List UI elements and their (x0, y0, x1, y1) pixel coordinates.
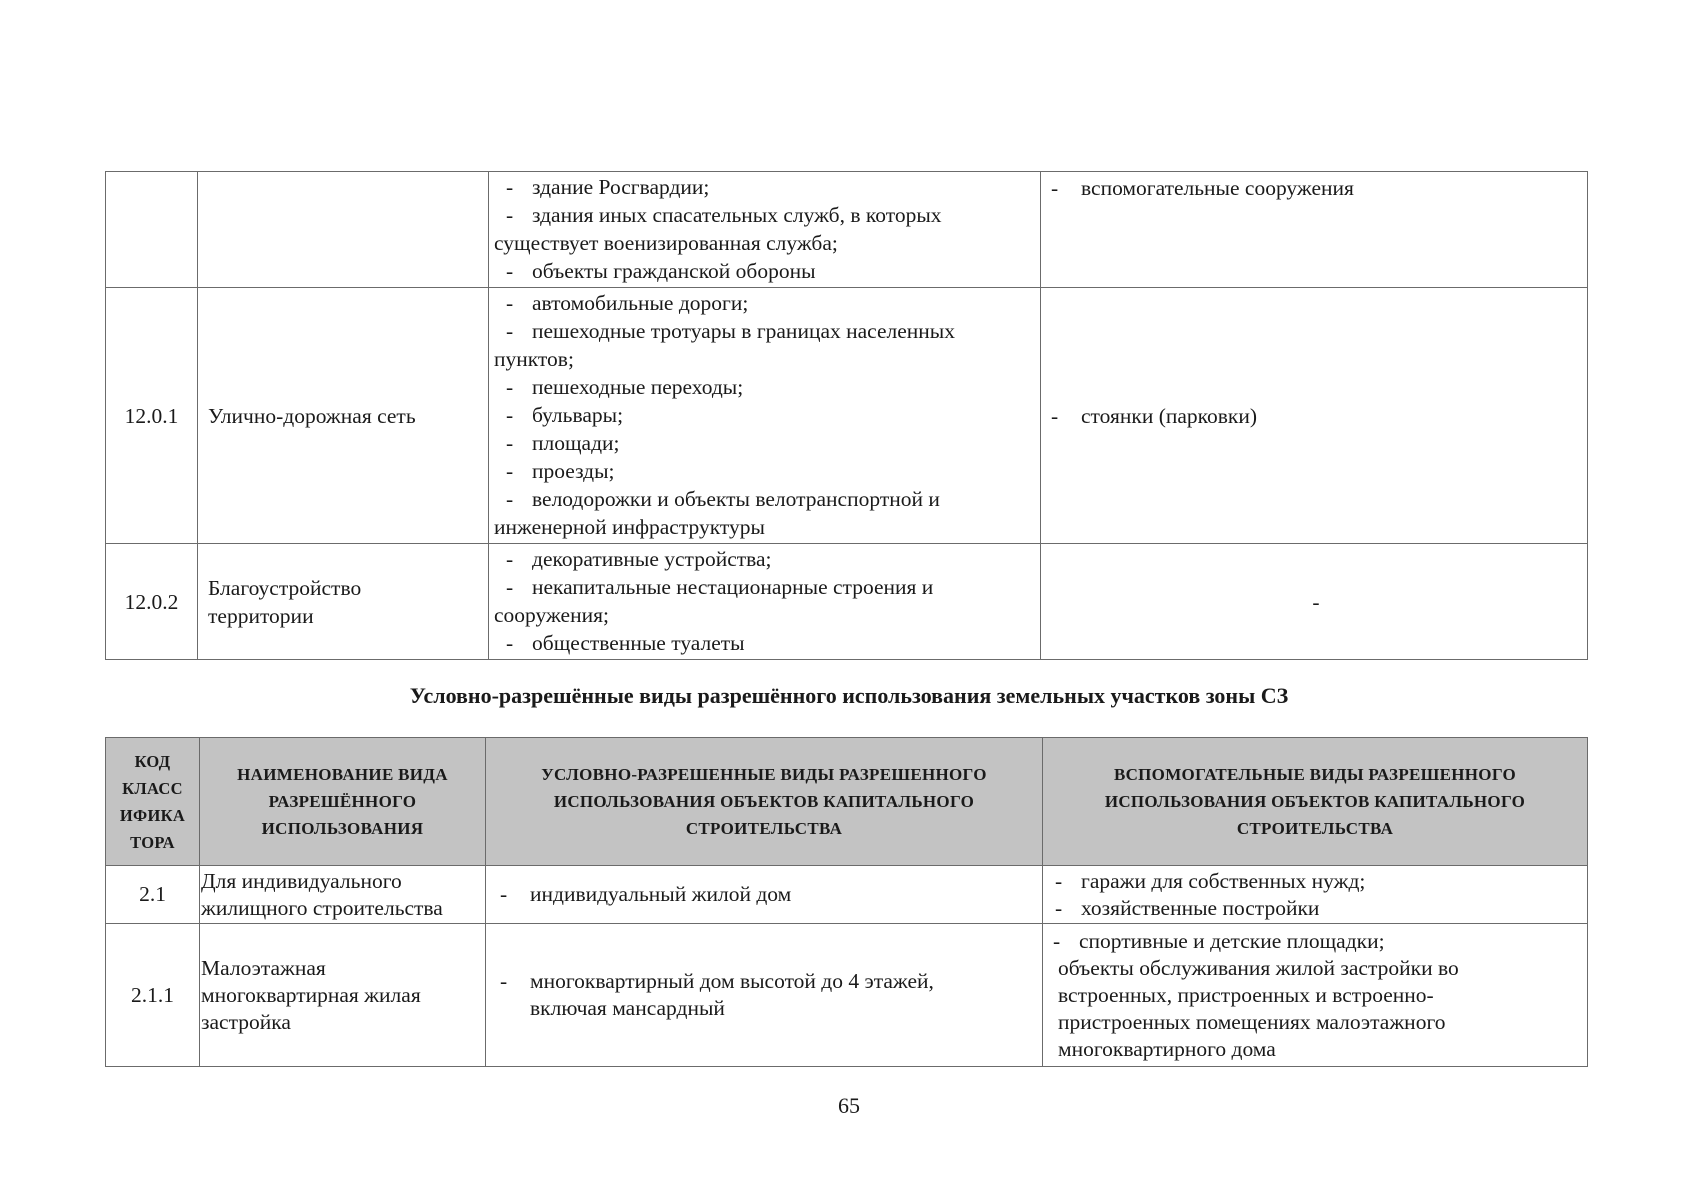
section-title: Условно-разрешённые виды разрешённого использования земельных участков зоны СЗ (409, 683, 1289, 708)
code-cell: 12.0.2 (106, 544, 198, 660)
list-item: - велодорожки и объекты велотранспортной и (506, 487, 940, 511)
list-item: - здание Росгвардии; (506, 175, 710, 199)
header-auxiliary-uses: ВСПОМОГАТЕЛЬНЫЕ ВИДЫ РАЗРЕШЕННОГО ИСПОЛЬЗОВАНИЯ ОБЪЕКТОВ КАПИТАЛЬНОГО СТРОИТЕЛЬСТВА (1043, 738, 1588, 866)
aux-uses-cell (1043, 866, 1588, 924)
code-cell: 2.1.1 (106, 924, 200, 1067)
header-conditional-uses: УСЛОВНО-РАЗРЕШЕННЫЕ ВИДЫ РАЗРЕШЕННОГО ИСПОЛЬЗОВАНИЯ ОБЪЕКТОВ КАПИТАЛЬНОГО СТРОИТЕЛЬСТВА (486, 738, 1043, 866)
list-item: - площади; (506, 431, 620, 455)
name-cell (198, 172, 489, 288)
list-item: - проезды; (506, 459, 615, 483)
list-item: - пешеходные тротуары в границах населенных (506, 319, 955, 343)
name-cell: Малоэтажная многоквартирная жилая застройка (200, 924, 486, 1067)
list-item: - автомобильные дороги; (506, 291, 749, 315)
uses-list-cell (489, 544, 1041, 660)
conditional-uses-cell: - многоквартирный дом высотой до 4 этажей, включая мансардный (486, 924, 1043, 1067)
name-cell: Для индивидуального жилищного строительства (200, 866, 486, 924)
aux-uses-cell: - стоянки (парковки) (1041, 288, 1588, 544)
code-cell (106, 172, 198, 288)
list-item: - объекты гражданской обороны (506, 259, 816, 283)
list-item: - спортивные и детские площадки; (1053, 928, 1385, 953)
list-item: - пешеходные переходы; (506, 375, 744, 399)
list-item-continuation: сооружения; (494, 603, 609, 627)
list-item-continuation: пунктов; (494, 347, 574, 371)
list-item: - здания иных спасательных служб, в которых (506, 203, 942, 227)
list-item: - некапитальные нестационарные строения и (506, 575, 934, 599)
list-item: - хозяйственные постройки (1055, 895, 1320, 920)
table-row (106, 866, 1588, 924)
conditional-uses-cell: - индивидуальный жилой дом (486, 866, 1043, 924)
aux-uses-cell: - (1041, 544, 1588, 660)
name-cell: Улично-дорожная сеть (198, 288, 489, 544)
list-item: - декоративные устройства; (506, 547, 772, 571)
code-cell: 2.1 (106, 866, 200, 924)
uses-list-cell (489, 172, 1041, 288)
list-item: - гаражи для собственных нужд; (1055, 868, 1366, 893)
aux-uses-cell: - спортивные и детские площадки; объекты обслуживания жилой застройки во встроенных, пристроенных и встроенно- пристроенных помещениях малоэтажного многоквартирного дома (1043, 924, 1588, 1067)
header-name: НАИМЕНОВАНИЕ ВИДА РАЗРЕШЁННОГО ИСПОЛЬЗОВАНИЯ (200, 738, 486, 866)
code-cell: 12.0.1 (106, 288, 198, 544)
name-cell: Благоустройство территории (198, 544, 489, 660)
table-row (106, 924, 1588, 1067)
header-code: КОД КЛАСС ИФИКА ТОРА (106, 738, 200, 866)
conditional-uses-table (105, 737, 1588, 1067)
list-item: - общественные туалеты (506, 631, 745, 655)
table-row (106, 288, 1588, 544)
list-item-continuation: инженерной инфраструктуры (494, 515, 765, 539)
list-item: - бульвары; (506, 403, 624, 427)
uses-list-cell (489, 288, 1041, 544)
page-number: 65 (838, 1093, 860, 1118)
list-item-continuation: существует военизированная служба; (494, 231, 838, 255)
table-row (106, 172, 1588, 288)
permitted-uses-table (105, 171, 1588, 660)
table-row (106, 544, 1588, 660)
aux-uses-cell: - вспомогательные сооружения (1041, 172, 1588, 288)
table-header-row (106, 738, 1588, 866)
